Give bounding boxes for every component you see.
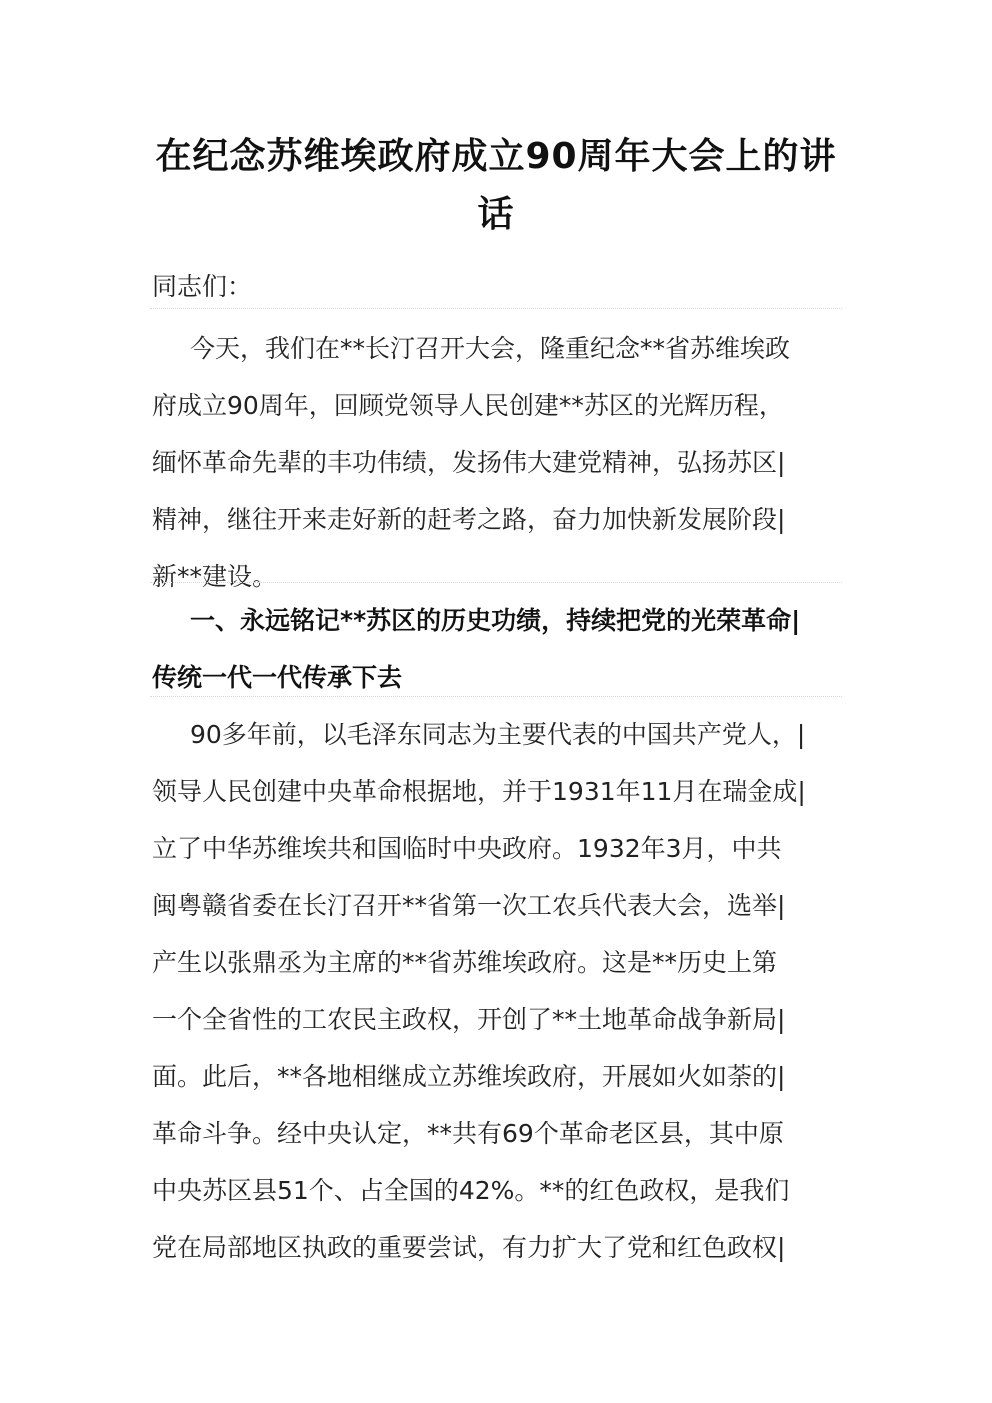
paragraph-history <box>152 706 842 1276</box>
paragraph-divider <box>150 696 842 697</box>
paragraph-line: 90多年前，以毛泽东同志为主要代表的中国共产党人，| <box>190 720 806 749</box>
paragraph-line: 革命斗争。经中央认定，**共有69个革命老区县，其中原 <box>152 1119 784 1148</box>
paragraph-line: 闽粤赣省委在长汀召开**省第一次工农兵代表大会，选举| <box>152 891 786 920</box>
paragraph-divider <box>150 308 842 309</box>
heading-line: 传统一代一代传承下去 <box>152 663 403 692</box>
paragraph-line: 缅怀革命先辈的丰功伟绩，发扬伟大建党精神，弘扬苏区| <box>152 448 786 477</box>
document-title <box>150 128 842 244</box>
paragraph-line: 新**建设。 <box>152 562 278 591</box>
paragraph-line: 一个全省性的工农民主政权，开创了**土地革命战争新局| <box>152 1005 786 1034</box>
greeting-text: 同志们： <box>152 272 253 301</box>
paragraph-line: 中央苏区县51个、占全国的42%。**的红色政权，是我们 <box>152 1176 790 1205</box>
paragraph-intro <box>152 320 842 605</box>
heading-line: 一、永远铭记**苏区的历史功绩，持续把党的光荣革命| <box>190 606 801 635</box>
paragraph-line: 党在局部地区执政的重要尝试，有力扩大了党和红色政权| <box>152 1233 786 1262</box>
greeting <box>152 258 842 315</box>
paragraph-line: 产生以张鼎丞为主席的**省苏维埃政府。这是**历史上第 <box>152 948 778 977</box>
title-line: 话 <box>477 194 515 235</box>
title-line: 在纪念苏维埃政府成立90周年大会上的讲 <box>155 136 837 177</box>
paragraph-line: 精神，继往开来走好新的赶考之路，奋力加快新发展阶段| <box>152 505 786 534</box>
paragraph-line: 领导人民创建中央革命根据地，并于1931年11月在瑞金成| <box>152 777 806 806</box>
paragraph-divider <box>150 582 842 583</box>
paragraph-line: 面。此后，**各地相继成立苏维埃政府，开展如火如荼的| <box>152 1062 786 1091</box>
section-heading <box>152 592 842 706</box>
paragraph-line: 府成立90周年，回顾党领导人民创建**苏区的光辉历程， <box>152 391 784 420</box>
paragraph-line: 今天，我们在**长汀召开大会，隆重纪念**省苏维埃政 <box>190 334 791 363</box>
paragraph-line: 立了中华苏维埃共和国临时中央政府。1932年3月，中共 <box>152 834 782 863</box>
